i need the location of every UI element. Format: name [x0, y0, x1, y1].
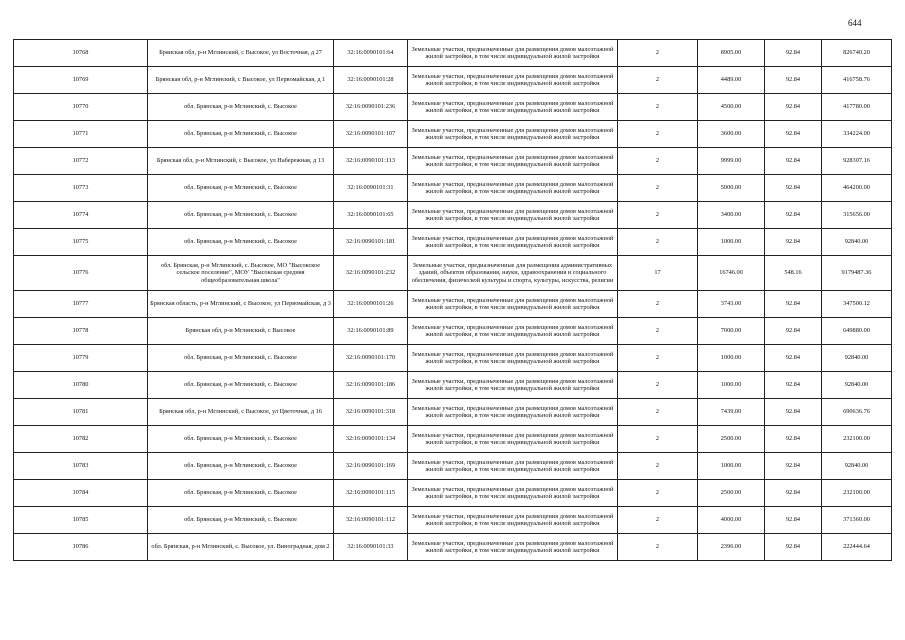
- cadastral-number-cell: 32:16:0090101:89: [334, 318, 408, 345]
- specific-value-cell: 92.84: [765, 399, 822, 426]
- land-purpose-cell: Земельные участки, предназначенные для размещения домов малоэтажной жилой застройки, в том числе индивидуальной жилой застройки: [408, 94, 618, 121]
- area-cell: 1000.00: [698, 372, 765, 399]
- table-row: [14, 94, 892, 121]
- group-cell: 2: [618, 480, 698, 507]
- cadastral-number-cell: 32:16:0090101:28: [334, 67, 408, 94]
- specific-value-cell: 92.84: [765, 345, 822, 372]
- group-cell: 2: [618, 121, 698, 148]
- row-number-cell: 10786: [14, 534, 148, 561]
- cadastral-number-cell: 32:16:0090101:107: [334, 121, 408, 148]
- group-cell: 2: [618, 345, 698, 372]
- address-cell: Брянская обл, р-н Мглинский, с Высокое, ул Набережная, д 13: [148, 148, 334, 175]
- cadastral-value-cell: 92840.00: [822, 345, 892, 372]
- address-cell: обл. Брянская, р-н Мглинский, с. Высокое: [148, 426, 334, 453]
- page-number: 644: [848, 18, 862, 28]
- address-cell: обл. Брянская, р-н Мглинский, с. Высокое: [148, 94, 334, 121]
- table-row: [14, 148, 892, 175]
- table-body: [14, 40, 892, 561]
- land-purpose-cell: Земельные участки, предназначенные для размещения домов малоэтажной жилой застройки, в том числе индивидуальной жилой застройки: [408, 534, 618, 561]
- address-cell: Брянская область, р-н Мглинский, с Высокое, ул Первомайская, д 3: [148, 291, 334, 318]
- cadastral-number-cell: 32:16:0090101:113: [334, 148, 408, 175]
- cadastral-value-cell: 315656.00: [822, 202, 892, 229]
- address-cell: обл. Брянская, р-н Мглинский, с. Высокое, ул. Виноградная, дом 2: [148, 534, 334, 561]
- specific-value-cell: 92.84: [765, 121, 822, 148]
- address-cell: Брянская обл, р-н Мглинский, с Высокое: [148, 318, 334, 345]
- cadastral-value-table: [13, 39, 892, 561]
- group-cell: 2: [618, 229, 698, 256]
- cadastral-number-cell: 32:16:0090101:31: [334, 175, 408, 202]
- area-cell: 3600.00: [698, 121, 765, 148]
- land-purpose-cell: Земельные участки, предназначенные для размещения домов малоэтажной жилой застройки, в том числе индивидуальной жилой застройки: [408, 345, 618, 372]
- specific-value-cell: 92.84: [765, 507, 822, 534]
- table-row: [14, 175, 892, 202]
- specific-value-cell: 92.84: [765, 480, 822, 507]
- address-cell: обл. Брянская, р-н Мглинский, с. Высокое: [148, 453, 334, 480]
- cadastral-value-cell: 347500.12: [822, 291, 892, 318]
- cadastral-value-cell: 92840.00: [822, 372, 892, 399]
- area-cell: 3400.00: [698, 202, 765, 229]
- cadastral-number-cell: 32:16:0090101:64: [334, 40, 408, 67]
- cadastral-value-cell: 92840.00: [822, 229, 892, 256]
- cadastral-value-cell: 9179487.36: [822, 256, 892, 291]
- group-cell: 2: [618, 507, 698, 534]
- address-cell: Брянская обл, р-н Мглинский, с Высокое, ул Цветочная, д 16: [148, 399, 334, 426]
- table-row: [14, 318, 892, 345]
- area-cell: 1000.00: [698, 453, 765, 480]
- address-cell: обл. Брянская, р-н Мглинский, с. Высокое: [148, 202, 334, 229]
- table-row: [14, 256, 892, 291]
- row-number-cell: 10778: [14, 318, 148, 345]
- cadastral-value-cell: 222444.64: [822, 534, 892, 561]
- land-purpose-cell: Земельные участки, предназначенные для размещения домов малоэтажной жилой застройки, в том числе индивидуальной жилой застройки: [408, 202, 618, 229]
- area-cell: 4500.00: [698, 94, 765, 121]
- row-number-cell: 10781: [14, 399, 148, 426]
- table-row: [14, 426, 892, 453]
- specific-value-cell: 92.84: [765, 40, 822, 67]
- land-purpose-cell: Земельные участки, предназначенные для размещения домов малоэтажной жилой застройки, в том числе индивидуальной жилой застройки: [408, 426, 618, 453]
- table-row: [14, 345, 892, 372]
- group-cell: 2: [618, 175, 698, 202]
- cadastral-number-cell: 32:16:0090101:65: [334, 202, 408, 229]
- table-row: [14, 399, 892, 426]
- cadastral-number-cell: 32:16:0090101:112: [334, 507, 408, 534]
- cadastral-value-cell: 334224.00: [822, 121, 892, 148]
- group-cell: 2: [618, 67, 698, 94]
- address-cell: обл. Брянская, р-н Мглинский, с. Высокое: [148, 345, 334, 372]
- row-number-cell: 10770: [14, 94, 148, 121]
- cadastral-number-cell: 32:16:0090101:26: [334, 291, 408, 318]
- cadastral-number-cell: 32:16:0090101:170: [334, 345, 408, 372]
- cadastral-value-cell: 416758.76: [822, 67, 892, 94]
- specific-value-cell: 92.84: [765, 372, 822, 399]
- group-cell: 2: [618, 453, 698, 480]
- area-cell: 7439.00: [698, 399, 765, 426]
- group-cell: 2: [618, 399, 698, 426]
- table-row: [14, 40, 892, 67]
- cadastral-number-cell: 32:16:0090101:236: [334, 94, 408, 121]
- area-cell: 5000.00: [698, 175, 765, 202]
- cadastral-value-cell: 826740.20: [822, 40, 892, 67]
- address-cell: обл. Брянская, р-н Мглинский, с. Высокое: [148, 372, 334, 399]
- group-cell: 2: [618, 40, 698, 67]
- cadastral-value-cell: 649880.00: [822, 318, 892, 345]
- area-cell: 2500.00: [698, 426, 765, 453]
- group-cell: 2: [618, 534, 698, 561]
- address-cell: обл. Брянская, р-н Мглинский, с. Высокое: [148, 229, 334, 256]
- table-row: [14, 507, 892, 534]
- table-row: [14, 372, 892, 399]
- cadastral-number-cell: 32:16:0090101:318: [334, 399, 408, 426]
- specific-value-cell: 92.84: [765, 175, 822, 202]
- land-purpose-cell: Земельные участки, предназначенные для размещения домов малоэтажной жилой застройки, в том числе индивидуальной жилой застройки: [408, 291, 618, 318]
- area-cell: 16746.00: [698, 256, 765, 291]
- area-cell: 4489.00: [698, 67, 765, 94]
- land-purpose-cell: Земельные участки, предназначенные для размещения домов малоэтажной жилой застройки, в том числе индивидуальной жилой застройки: [408, 399, 618, 426]
- row-number-cell: 10776: [14, 256, 148, 291]
- specific-value-cell: 92.84: [765, 229, 822, 256]
- specific-value-cell: 92.84: [765, 453, 822, 480]
- land-purpose-cell: Земельные участки, предназначенные для размещения домов малоэтажной жилой застройки, в том числе индивидуальной жилой застройки: [408, 372, 618, 399]
- land-purpose-cell: Земельные участки, предназначенные для размещения домов малоэтажной жилой застройки, в том числе индивидуальной жилой застройки: [408, 67, 618, 94]
- address-cell: обл. Брянская, р-н Мглинский, с. Высокое: [148, 121, 334, 148]
- group-cell: 2: [618, 426, 698, 453]
- row-number-cell: 10769: [14, 67, 148, 94]
- row-number-cell: 10775: [14, 229, 148, 256]
- row-number-cell: 10774: [14, 202, 148, 229]
- address-cell: Брянская обл, р-н Мглинский, с Высокое, ул Первомайская, д 1: [148, 67, 334, 94]
- table-row: [14, 67, 892, 94]
- specific-value-cell: 92.84: [765, 318, 822, 345]
- table-row: [14, 291, 892, 318]
- group-cell: 2: [618, 202, 698, 229]
- address-cell: обл. Брянская, р-н Мглинский, с. Высокое, МО "Высокское сельское поселение", МОУ "Высокская средняя общеобразовательная школа": [148, 256, 334, 291]
- cadastral-value-cell: 690636.76: [822, 399, 892, 426]
- group-cell: 17: [618, 256, 698, 291]
- row-number-cell: 10782: [14, 426, 148, 453]
- cadastral-value-cell: 232100.00: [822, 480, 892, 507]
- land-purpose-cell: Земельные участки, предназначенные для размещения домов малоэтажной жилой застройки, в том числе индивидуальной жилой застройки: [408, 453, 618, 480]
- table-row: [14, 534, 892, 561]
- table-row: [14, 229, 892, 256]
- row-number-cell: 10783: [14, 453, 148, 480]
- cadastral-value-cell: 417780.00: [822, 94, 892, 121]
- specific-value-cell: 92.84: [765, 426, 822, 453]
- specific-value-cell: 92.84: [765, 148, 822, 175]
- specific-value-cell: 92.84: [765, 291, 822, 318]
- table-row: [14, 202, 892, 229]
- cadastral-number-cell: 32:16:0090101:115: [334, 480, 408, 507]
- row-number-cell: 10772: [14, 148, 148, 175]
- address-cell: обл. Брянская, р-н Мглинский, с. Высокое: [148, 480, 334, 507]
- area-cell: 3743.00: [698, 291, 765, 318]
- area-cell: 9999.00: [698, 148, 765, 175]
- address-cell: обл. Брянская, р-н Мглинский, с. Высокое: [148, 507, 334, 534]
- cadastral-value-cell: 232100.00: [822, 426, 892, 453]
- land-purpose-cell: Земельные участки, предназначенные для размещения домов малоэтажной жилой застройки, в том числе индивидуальной жилой застройки: [408, 229, 618, 256]
- land-purpose-cell: Земельные участки, предназначенные для размещения административных зданий, объектов образования, науки, здравоохранения и социального обеспечения, физической культуры и спорта, культуры, искусства, религии: [408, 256, 618, 291]
- cadastral-value-cell: 464200.00: [822, 175, 892, 202]
- group-cell: 2: [618, 94, 698, 121]
- row-number-cell: 10771: [14, 121, 148, 148]
- area-cell: 4000.00: [698, 507, 765, 534]
- cadastral-number-cell: 32:16:0090101:232: [334, 256, 408, 291]
- cadastral-number-cell: 32:16:0090101:33: [334, 534, 408, 561]
- specific-value-cell: 92.84: [765, 534, 822, 561]
- group-cell: 2: [618, 148, 698, 175]
- row-number-cell: 10785: [14, 507, 148, 534]
- land-purpose-cell: Земельные участки, предназначенные для размещения домов малоэтажной жилой застройки, в том числе индивидуальной жилой застройки: [408, 318, 618, 345]
- land-purpose-cell: Земельные участки, предназначенные для размещения домов малоэтажной жилой застройки, в том числе индивидуальной жилой застройки: [408, 507, 618, 534]
- specific-value-cell: 92.84: [765, 94, 822, 121]
- area-cell: 7000.00: [698, 318, 765, 345]
- group-cell: 2: [618, 318, 698, 345]
- group-cell: 2: [618, 291, 698, 318]
- cadastral-value-cell: 371360.00: [822, 507, 892, 534]
- specific-value-cell: 92.84: [765, 202, 822, 229]
- land-purpose-cell: Земельные участки, предназначенные для размещения домов малоэтажной жилой застройки, в том числе индивидуальной жилой застройки: [408, 175, 618, 202]
- area-cell: 2500.00: [698, 480, 765, 507]
- specific-value-cell: 548.16: [765, 256, 822, 291]
- cadastral-number-cell: 32:16:0090101:169: [334, 453, 408, 480]
- area-cell: 8905.00: [698, 40, 765, 67]
- address-cell: обл. Брянская, р-н Мглинский, с. Высокое: [148, 175, 334, 202]
- row-number-cell: 10768: [14, 40, 148, 67]
- address-cell: Брянская обл, р-н Мглинский, с Высокое, ул Восточная, д 27: [148, 40, 334, 67]
- row-number-cell: 10784: [14, 480, 148, 507]
- land-purpose-cell: Земельные участки, предназначенные для размещения домов малоэтажной жилой застройки, в том числе индивидуальной жилой застройки: [408, 121, 618, 148]
- cadastral-value-cell: 92840.00: [822, 453, 892, 480]
- land-purpose-cell: Земельные участки, предназначенные для размещения домов малоэтажной жилой застройки, в том числе индивидуальной жилой застройки: [408, 40, 618, 67]
- table-row: [14, 121, 892, 148]
- cadastral-value-cell: 928307.16: [822, 148, 892, 175]
- row-number-cell: 10780: [14, 372, 148, 399]
- cadastral-number-cell: 32:16:0090101:181: [334, 229, 408, 256]
- row-number-cell: 10779: [14, 345, 148, 372]
- row-number-cell: 10773: [14, 175, 148, 202]
- row-number-cell: 10777: [14, 291, 148, 318]
- area-cell: 1000.00: [698, 229, 765, 256]
- land-purpose-cell: Земельные участки, предназначенные для размещения домов малоэтажной жилой застройки, в том числе индивидуальной жилой застройки: [408, 480, 618, 507]
- area-cell: 1000.00: [698, 345, 765, 372]
- specific-value-cell: 92.84: [765, 67, 822, 94]
- table-row: [14, 480, 892, 507]
- table-row: [14, 453, 892, 480]
- group-cell: 2: [618, 372, 698, 399]
- cadastral-number-cell: 32:16:0090101:134: [334, 426, 408, 453]
- cadastral-number-cell: 32:16:0090101:186: [334, 372, 408, 399]
- land-purpose-cell: Земельные участки, предназначенные для размещения домов малоэтажной жилой застройки, в том числе индивидуальной жилой застройки: [408, 148, 618, 175]
- area-cell: 2396.00: [698, 534, 765, 561]
